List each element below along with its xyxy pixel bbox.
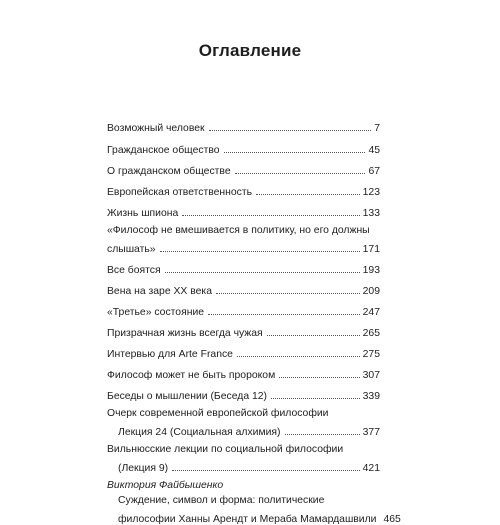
dot-leader <box>182 215 359 216</box>
toc-page-number: 275 <box>362 349 380 360</box>
dot-leader <box>224 152 366 153</box>
dot-leader <box>216 293 360 294</box>
toc-entry-title-line1: Очерк современной европейской философии <box>107 408 329 419</box>
toc-page-number: 265 <box>362 328 380 339</box>
toc-page-number: 307 <box>362 370 380 381</box>
toc-page-number: 193 <box>362 265 380 276</box>
dot-leader <box>279 377 359 378</box>
toc-entry-title: О гражданском обществе <box>107 166 231 177</box>
toc-entry <box>107 480 401 525</box>
toc-entry-title: Лекция 24 (Социальная алхимия) <box>118 427 281 438</box>
toc-entry <box>107 366 380 381</box>
toc-entry <box>107 324 380 339</box>
toc-page-number: 171 <box>362 244 380 255</box>
toc-entry-title: Жизнь шпиона <box>107 208 179 219</box>
dot-leader <box>271 398 360 399</box>
dot-leader <box>267 335 360 336</box>
toc-entry-title: Гражданское общество <box>107 145 220 156</box>
toc-entry-author: Виктория Файбышенко <box>107 480 224 491</box>
dot-leader <box>237 356 360 357</box>
toc-entry <box>107 261 380 276</box>
toc-entry <box>107 345 380 360</box>
toc-entry-title: Вена на заре XX века <box>107 286 212 297</box>
toc-entry <box>107 119 380 134</box>
toc-page-number: 377 <box>362 427 380 438</box>
toc-page-number: 133 <box>362 208 380 219</box>
toc-page-number: 209 <box>362 286 380 297</box>
toc-entry-title: (Лекция 9) <box>118 463 169 474</box>
dot-leader <box>209 130 372 131</box>
toc-entry <box>107 303 380 318</box>
dot-leader <box>208 314 360 315</box>
toc-entry <box>107 183 380 198</box>
toc-page-number: 465 <box>383 514 401 525</box>
toc-entry-title: Возможный человек <box>107 123 205 134</box>
toc-entry-title-line1: «Философ не вмешивается в политику, но его должны <box>107 225 370 236</box>
toc-entry-title: Философ может не быть пророком <box>107 370 276 381</box>
toc-page-number: 7 <box>374 123 380 134</box>
toc-entry-title-line1: Суждение, символ и форма: политические <box>118 495 325 506</box>
toc-entry-title-line1: Вильнюсские лекции по социальной философии <box>107 444 344 455</box>
dot-leader <box>256 194 360 195</box>
toc-entry-title: философии Ханны Арендт и Мераба Мамардашвили <box>118 514 377 525</box>
toc-entry <box>107 141 380 156</box>
dot-leader <box>165 272 360 273</box>
dot-leader <box>235 173 366 174</box>
toc-entry-title: слышать» <box>107 244 156 255</box>
toc-entry <box>107 225 380 255</box>
toc-entry-title: Призрачная жизнь всегда чужая <box>107 328 263 339</box>
dot-leader <box>172 470 360 471</box>
toc-page-number: 67 <box>368 166 380 177</box>
toc-entry <box>107 282 380 297</box>
toc-page-number: 45 <box>368 145 380 156</box>
toc-entry-title: «Третье» состояние <box>107 307 205 318</box>
toc-entry-title: Европейская ответственность <box>107 187 253 198</box>
dot-leader <box>160 251 360 252</box>
toc-entry <box>107 162 380 177</box>
toc-entry <box>107 204 380 219</box>
toc-entry <box>107 387 380 402</box>
page-title: Оглавление <box>198 41 302 60</box>
toc-page-number: 421 <box>362 463 380 474</box>
toc-page-number: 339 <box>362 391 380 402</box>
toc-entry-title: Интервью для Arte France <box>107 349 233 360</box>
toc-page-number: 247 <box>362 307 380 318</box>
dot-leader <box>285 434 360 435</box>
toc-page-number: 123 <box>362 187 380 198</box>
toc-entry <box>107 444 380 474</box>
toc-entry-title: Беседы о мышлении (Беседа 12) <box>107 391 267 402</box>
table-of-contents <box>107 119 401 525</box>
toc-entry <box>107 408 380 438</box>
toc-entry-title: Все боятся <box>107 265 161 276</box>
